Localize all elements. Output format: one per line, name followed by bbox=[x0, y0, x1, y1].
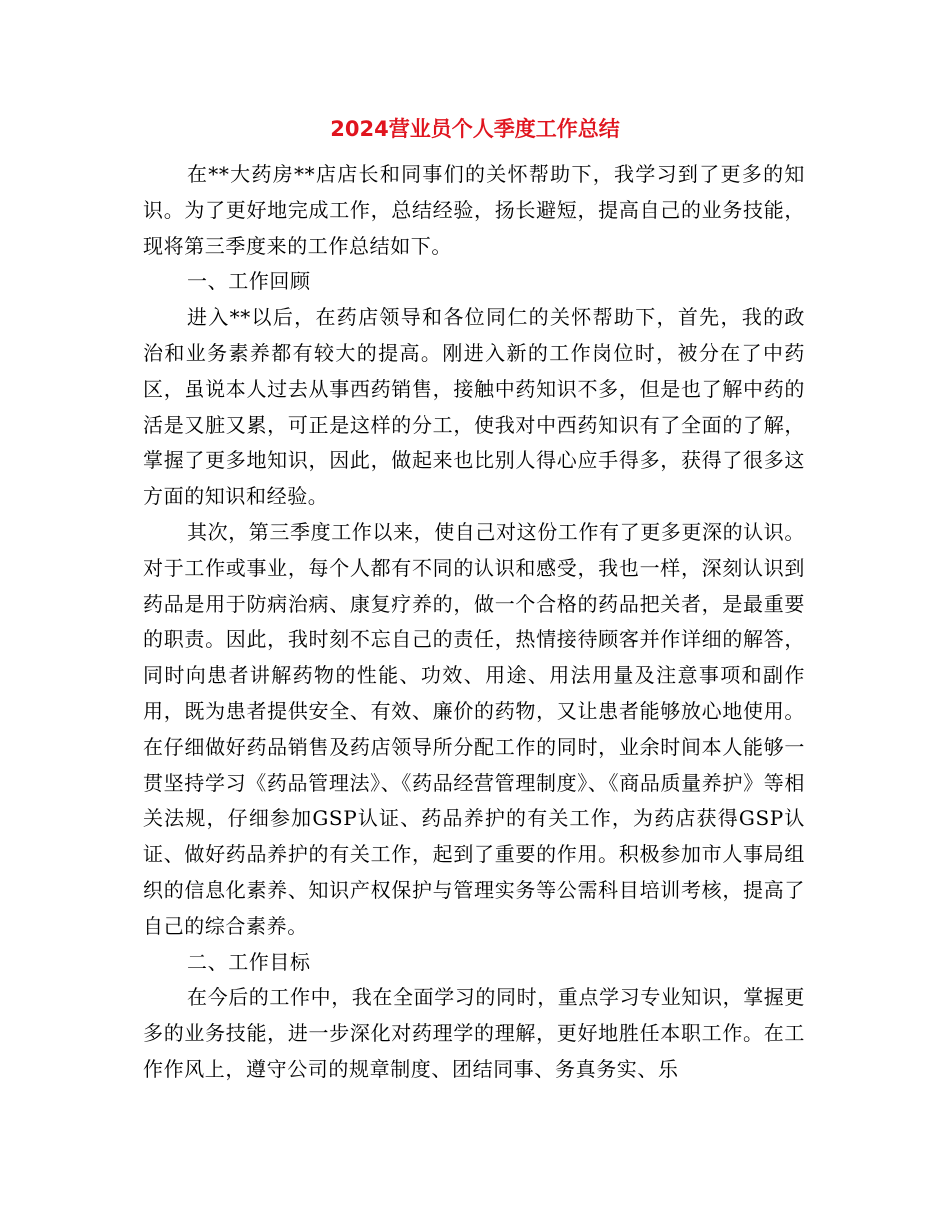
paragraph-goals: 在今后的工作中，我在全面学习的同时，重点学习专业知识，掌握更多的业务技能，进一步深化对药理学的理解，更好地胜任本职工作。在工作作风上，遵守公司的规章制度、团结同事、务真务实、乐 bbox=[143, 985, 805, 1081]
document-title: 2024营业员个人季度工作总结 bbox=[330, 117, 620, 141]
section-heading-goals: 二、工作目标 bbox=[187, 949, 311, 974]
paragraph-intro: 在**大药房**店店长和同事们的关怀帮助下，我学习到了更多的知识。为了更好地完成工作，总结经验，扬长避短，提高自己的业务技能，现将第三季度来的工作总结如下。 bbox=[143, 162, 805, 258]
document-body bbox=[143, 157, 805, 1088]
paragraph-review-first: 进入**以后，在药店领导和各位同仁的关怀帮助下，首先，我的政治和业务素养都有较大的提高。刚进入新的工作岗位时，被分在了中药区，虽说本人过去从事西药销售，接触中药知识不多，但是也了解中药的活是又脏又累，可正是这样的分工，使我对中西药知识有了全面的了解，掌握了更多地知识，因此，做起来也比别人得心应手得多，获得了很多这方面的知识和经验。 bbox=[143, 305, 805, 509]
paragraph-review-second: 其次，第三季度工作以来，使自己对这份工作有了更多更深的认识。对于工作或事业，每个人都有不同的认识和感受，我也一样，深刻认识到药品是用于防病治病、康复疗养的，做一个合格的药品把关者，是最重要的职责。因此，我时刻不忘自己的责任，热情接待顾客并作详细的解答，同时向患者讲解药物的性能、功效、用途、用法用量及注意事项和副作用，既为患者提供安全、有效、廉价的药物，又让患者能够放心地使用。 在仔细做好药品销售及药店领导所分配工作的同时，业余时间本人能够一贯坚持学习《药品管理法》、《药品经营管理制度》、《商品质量养护》等相关法规，仔细参加GSP认证、药品养护的有关工作，为药店获得GSP认证、做好药品养护的有关工作，起到了重要的作用。积极参加市人事局组织的信息化素养、知识产权保护与管理实务等公需科目培训考核，提高了自己的综合素养。 bbox=[143, 519, 805, 938]
section-heading-review: 一、工作回顾 bbox=[187, 269, 311, 294]
